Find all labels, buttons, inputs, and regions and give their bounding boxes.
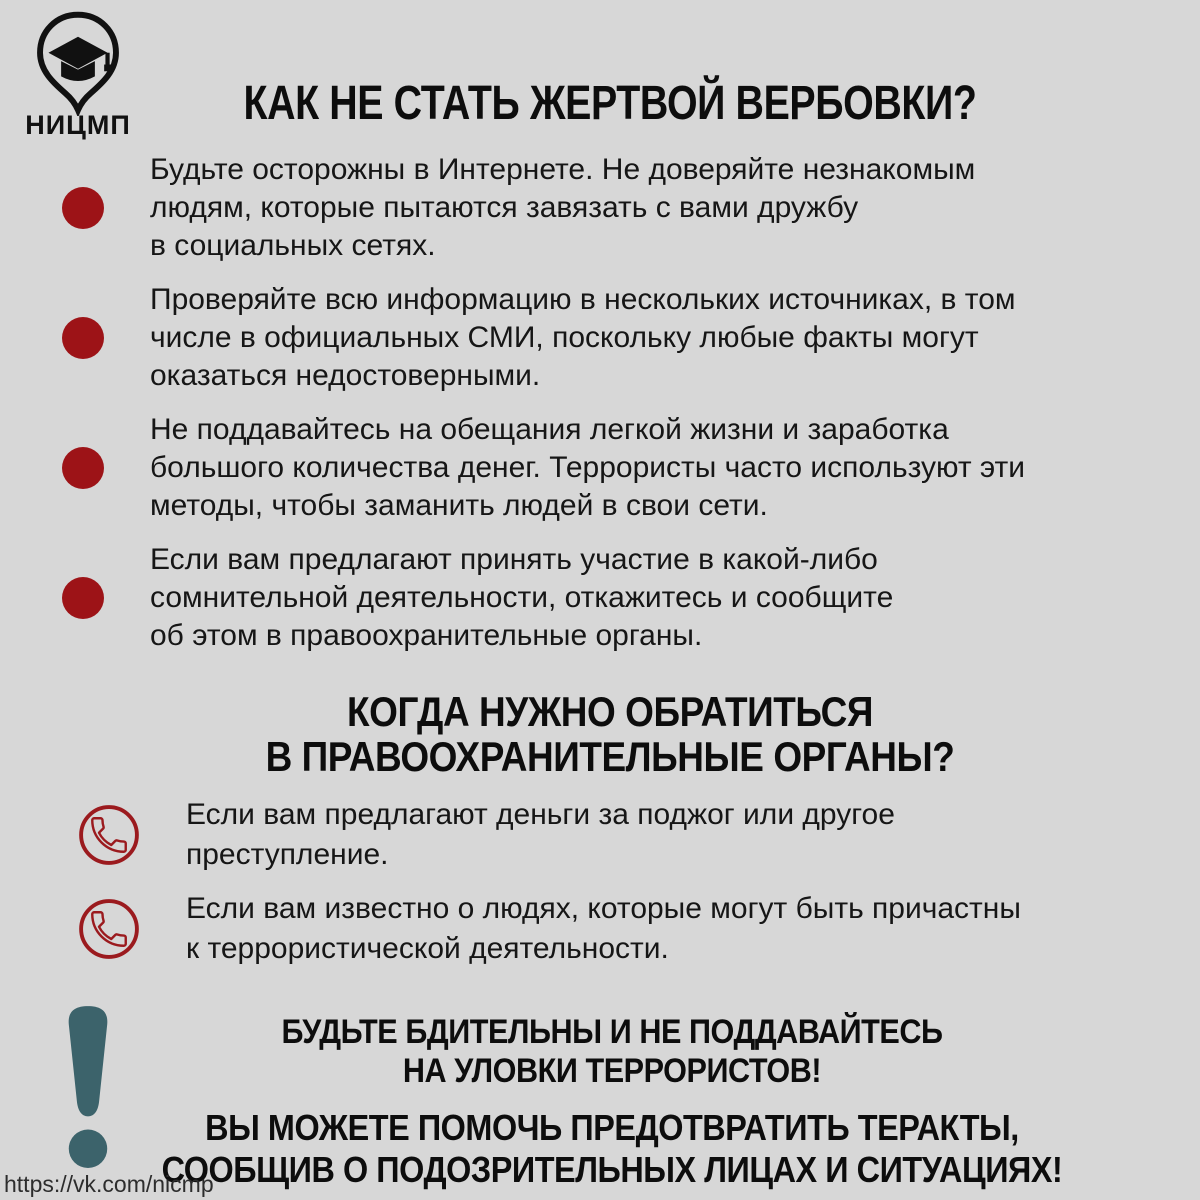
report-line: к террористической деятельности. bbox=[186, 932, 669, 965]
tip-text bbox=[150, 541, 893, 655]
report-text bbox=[186, 889, 1021, 969]
tip-line: Не поддавайтесь на обещания легкой жизни и заработка bbox=[150, 413, 949, 446]
tip-text bbox=[150, 411, 1025, 525]
report-item bbox=[78, 889, 1200, 969]
report-text bbox=[186, 795, 895, 875]
warning-line: БУДЬТЕ БДИТЕЛЬНЫ И НЕ ПОДДАВАЙТЕСЬ bbox=[281, 1013, 943, 1051]
warning-primary bbox=[81, 1013, 1143, 1091]
tip-line: большого количества денег. Террористы часто используют эти bbox=[150, 451, 1026, 484]
tip-line: людям, которые пытаются завязать с вами дружбу bbox=[150, 191, 859, 224]
red-dot-icon bbox=[62, 187, 104, 229]
tip-item bbox=[62, 281, 1200, 395]
report-list bbox=[78, 795, 1200, 969]
org-abbr: НИЦМП bbox=[25, 110, 131, 140]
red-dot-icon bbox=[62, 577, 104, 619]
red-dot-icon bbox=[62, 447, 104, 489]
section-heading bbox=[73, 689, 1129, 779]
tip-line: методы, чтобы заманить людей в свои сети. bbox=[150, 489, 768, 522]
tip-line: Будьте осторожны в Интернете. Не доверяйте незнакомым bbox=[150, 153, 976, 186]
tip-line: числе в официальных СМИ, поскольку любые факты могут bbox=[150, 321, 979, 354]
tip-line: Если вам предлагают принять участие в какой-либо bbox=[150, 543, 878, 576]
report-item bbox=[78, 795, 1200, 875]
warning-line: СООБЩИВ О ПОДОЗРИТЕЛЬНЫХ ЛИЦАХ И СИТУАЦИЯХ! bbox=[161, 1149, 1063, 1190]
warning-secondary bbox=[81, 1107, 1143, 1191]
heading-line: В ПРАВООХРАНИТЕЛЬНЫЕ ОРГАНЫ? bbox=[265, 733, 955, 780]
red-dot-icon bbox=[62, 317, 104, 359]
warning-line: ВЫ МОЖЕТЕ ПОМОЧЬ ПРЕДОТВРАТИТЬ ТЕРАКТЫ, bbox=[205, 1107, 1019, 1148]
heading-line: КОГДА НУЖНО ОБРАТИТЬСЯ bbox=[347, 688, 873, 735]
page-title: КАК НЕ СТАТЬ ЖЕРТВОЙ ВЕРБОВКИ? bbox=[243, 77, 977, 130]
tip-line: в социальных сетях. bbox=[150, 229, 436, 262]
tip-line: Проверяйте всю информацию в нескольких источниках, в том bbox=[150, 283, 1016, 316]
source-url: https://vk.com/nicmp bbox=[4, 1171, 214, 1197]
report-line: Если вам известно о людях, которые могут быть причастны bbox=[186, 892, 1021, 925]
phone-icon bbox=[78, 898, 140, 960]
exclamation-icon bbox=[56, 1000, 120, 1172]
tip-line: оказаться недостоверными. bbox=[150, 359, 541, 392]
tip-item bbox=[62, 151, 1200, 265]
tip-line: сомнительной деятельности, откажитесь и сообщите bbox=[150, 581, 894, 614]
tip-text bbox=[150, 281, 1016, 395]
warning-line: НА УЛОВКИ ТЕРРОРИСТОВ! bbox=[402, 1052, 822, 1090]
report-line: Если вам предлагают деньги за поджог или другое bbox=[186, 798, 895, 831]
tip-text bbox=[150, 151, 975, 265]
tip-line: об этом в правоохранительные органы. bbox=[150, 619, 703, 652]
footer-warnings bbox=[0, 1013, 1200, 1191]
phone-icon bbox=[78, 804, 140, 866]
tip-item bbox=[62, 541, 1200, 655]
tip-item bbox=[62, 411, 1200, 525]
report-line: преступление. bbox=[186, 838, 389, 871]
tips-list bbox=[62, 151, 1200, 655]
